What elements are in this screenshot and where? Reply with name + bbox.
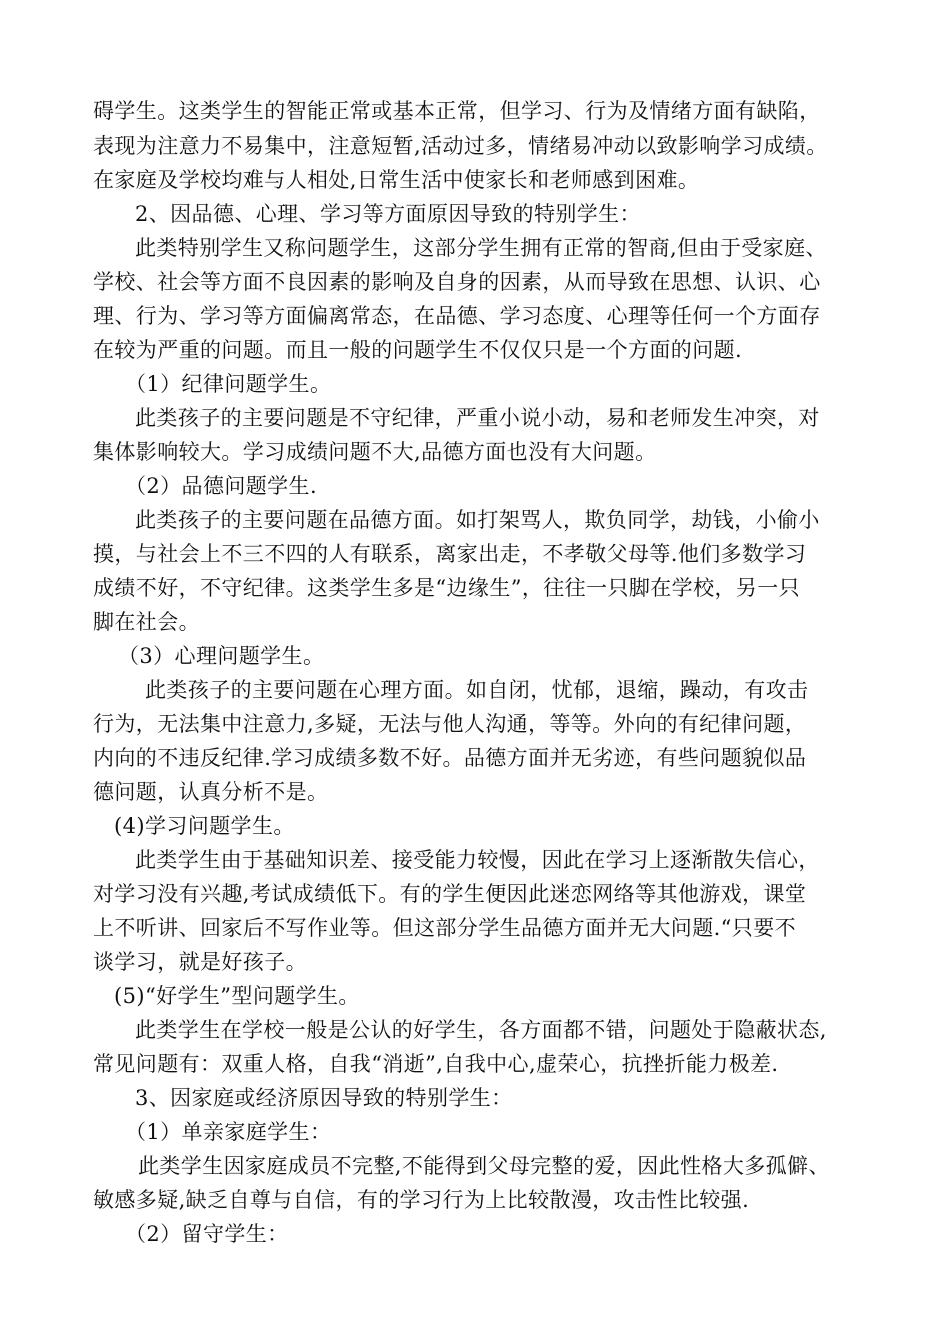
text-line-2: 表现为注意力不易集中，注意短暂,活动过多，情绪易冲动以致影响学习成绩。 [93,134,828,158]
text-line-18: 此类孩子的主要问题在心理方面。如自闭，忧郁，退缩，躁动，有攻击 [145,678,809,702]
text-line-6: 学校、社会等方面不良因素的影响及自身的因素，从而导致在思想、认识、心 [93,270,821,294]
text-line-19: 行为，无法集中注意力,多疑，无法与他人沟通，等等。外向的有纪律问题， [93,712,807,736]
text-line-28: 此类学生在学校一般是公认的好学生，各方面都不错，问题处于隐蔽状态, [135,1018,827,1042]
text-line-17: （3）心理问题学生。 [118,644,325,668]
text-line-15: 成绩不好，不守纪律。这类学生多是“边缘生”，往往一只脚在学校，另一只 [93,576,801,600]
text-line-16: 脚在社会。 [93,610,200,634]
text-line-8: 在较为严重的问题。而且一般的问题学生不仅仅只是一个方面的问题. [93,338,743,362]
text-line-25: 上不听讲、回家后不写作业等。但这部分学生品德方面并无大问题.“只要不 [93,916,797,940]
text-line-29: 常见问题有：双重人格，自我“消逝”,自我中心,虚荣心，抗挫折能力极差. [93,1052,779,1076]
text-line-26: 谈学习，就是好孩子。 [93,950,307,974]
text-line-3: 在家庭及学校均难与人相处,日常生活中使家长和老师感到困难。 [93,168,700,192]
text-line-23: 此类学生由于基础知识差、接受能力较慢，因此在学习上逐渐散失信心， [135,848,820,872]
text-line-5: 此类特别学生又称问题学生，这部分学生拥有正常的智商,但由于受家庭、 [135,236,827,260]
text-line-24: 对学习没有兴趣,考试成绩低下。有的学生便因此迷恋网络等其他游戏，课堂 [93,882,807,906]
text-line-20: 内向的不违反纪律.学习成绩多数不好。品德方面并无劣迹，有些问题貌似品 [93,746,807,770]
text-line-33: 敏感多疑,缺乏自尊与自信，有的学习行为上比较散漫，攻击性比较强. [93,1188,750,1212]
text-line-32: 此类学生因家庭成员不完整,不能得到父母完整的爱，因此性格大多孤僻、 [138,1154,830,1178]
text-line-11: 集体影响较大。学习成绩问题不大,品德方面也没有大问题。 [93,440,657,464]
text-line-9: （1）纪律问题学生。 [125,372,332,396]
text-line-30: 3、因家庭或经济原因导致的特别学生： [135,1086,513,1110]
text-line-13: 此类孩子的主要问题在品德方面。如打架骂人，欺负同学，劫钱，小偷小 [135,508,820,532]
text-line-31: （1）单亲家庭学生： [125,1120,332,1144]
text-line-22: (4)学习问题学生。 [114,814,295,838]
text-line-34: （2）留守学生： [125,1222,289,1246]
text-line-7: 理、行为、学习等方面偏离常态，在品德、学习态度、心理等任何一个方面存 [93,304,821,328]
text-line-10: 此类孩子的主要问题是不守纪律，严重小说小动，易和老师发生冲突，对 [135,406,820,430]
text-line-12: （2）品德问题学生. [125,474,318,498]
text-line-21: 德问题，认真分析不是。 [93,780,329,804]
text-line-4: 2、因品德、心理、学习等方面原因导致的特别学生： [135,202,641,226]
text-line-1: 碍学生。这类学生的智能正常或基本正常，但学习、行为及情绪方面有缺陷， [93,99,821,123]
text-line-27: (5)“好学生”型问题学生。 [114,984,360,1008]
text-line-14: 摸，与社会上不三不四的人有联系，离家出走，不孝敬父母等.他们多数学习 [93,542,807,566]
